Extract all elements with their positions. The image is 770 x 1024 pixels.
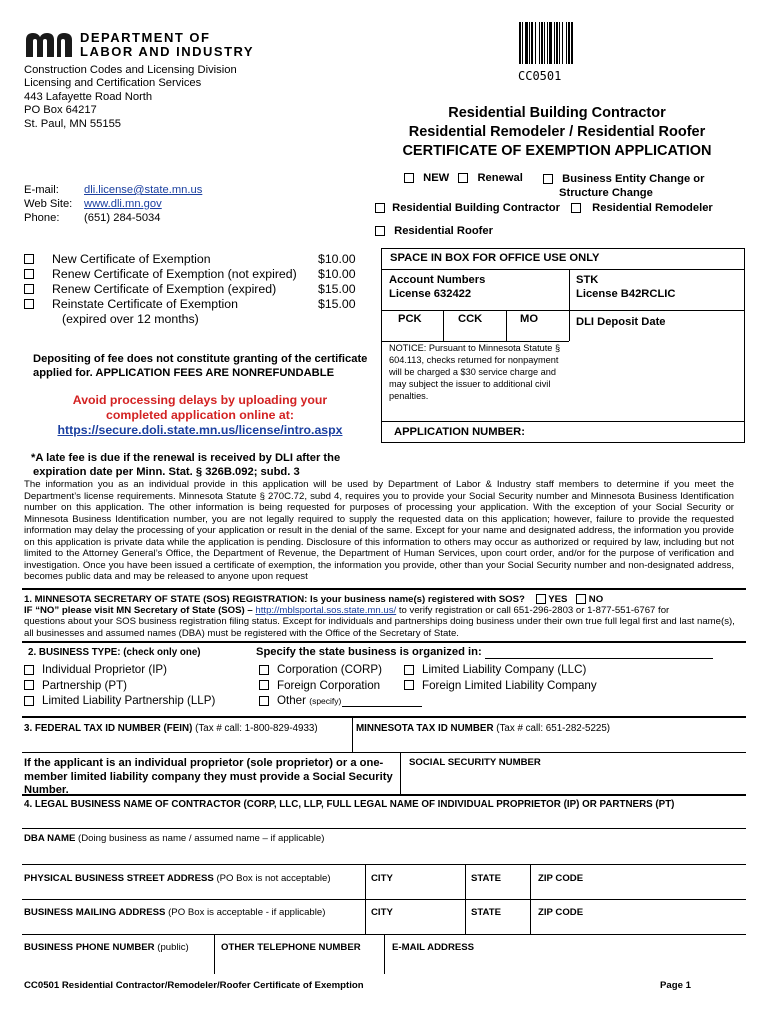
late-fee-note: [31, 451, 340, 479]
title-line: Residential Building Contractor: [448, 105, 666, 121]
mailing-address-field[interactable]: [24, 907, 325, 918]
form-code: CC0501: [518, 69, 562, 83]
app-type-row1: [404, 172, 523, 184]
physical-label: PHYSICAL BUSINESS STREET ADDRESS: [24, 873, 214, 884]
business-phone-note: (public): [157, 942, 189, 953]
account-numbers-label: [389, 273, 485, 301]
physical-zip-label[interactable]: ZIP CODE: [538, 873, 584, 884]
ssn-label[interactable]: SOCIAL SECURITY NUMBER: [409, 757, 541, 768]
page-title: [372, 104, 742, 161]
fee-amount: $15.00: [318, 297, 356, 311]
address-line: Construction Codes and Licensing Division: [24, 64, 237, 76]
address-line: 443 Lafayette Road North: [24, 90, 153, 103]
fee-note: (expired over 12 months): [62, 312, 199, 326]
barcode-bar: [529, 22, 530, 64]
barcode-bar: [549, 22, 552, 64]
fee-label: Reinstate Certificate of Exemption: [52, 297, 238, 311]
stk-value: License B42RCLIC: [576, 288, 676, 300]
online-line2: completed application online at:: [106, 408, 294, 422]
ip-label: Individual Proprietor (IP): [42, 663, 168, 676]
online-line1: Avoid processing delays by uploading your: [72, 393, 328, 407]
footer-form-title: CC0501 Residential Contractor/Remodeler/Roofer Certificate of Exemption: [24, 980, 364, 991]
remodeler-label: Residential Remodeler: [592, 202, 713, 214]
barcode-bar: [559, 22, 560, 64]
fee-option: [24, 282, 356, 297]
late-fee-line1: *A late fee is due if the renewal is received by DLI after the: [31, 452, 341, 464]
remodeler-checkbox[interactable]: [571, 203, 581, 213]
deposit-date-label: DLI Deposit Date: [576, 316, 666, 328]
deposit-note: Depositing of fee does not constitute granting of the certificate applied for. APPLICATION FEES ARE NONREFUNDABLE: [33, 353, 368, 379]
other-specify: (specify): [309, 696, 342, 706]
barcode: [519, 22, 589, 64]
business-phone-label: BUSINESS PHONE NUMBER: [24, 942, 155, 953]
business-type-col2: [259, 662, 382, 710]
stk-label: STK: [576, 274, 599, 286]
fein-label: 3. FEDERAL TAX ID NUMBER (FEIN): [24, 723, 193, 734]
new-label: NEW: [423, 172, 450, 184]
foreign-corp-checkbox[interactable]: [259, 680, 269, 690]
address-line: St. Paul, MN 55155: [24, 117, 122, 130]
entity-change-label-2: Structure Change: [559, 187, 653, 199]
barcode-bar: [562, 22, 563, 64]
llc-checkbox[interactable]: [404, 665, 414, 675]
sos-question: 1. MINNESOTA SECRETARY OF STATE (SOS) REGISTRATION: Is your business name(s) registered with SOS?: [24, 594, 525, 605]
mailing-note: (PO Box is acceptable - if applicable): [168, 907, 326, 918]
barcode-bar: [539, 22, 540, 64]
fee-option: [24, 267, 356, 282]
physical-address-field[interactable]: [24, 873, 331, 884]
office-use-header: SPACE IN BOX FOR OFFICE USE ONLY: [390, 252, 600, 264]
barcode-bar: [535, 22, 536, 64]
fee-checkbox[interactable]: [24, 269, 34, 279]
fee-option: [24, 252, 356, 267]
barcode-bar: [554, 22, 555, 64]
barcode-bar: [525, 22, 528, 64]
mailing-zip-label[interactable]: ZIP CODE: [538, 907, 584, 918]
fee-label: Renew Certificate of Exemption (not expired): [52, 267, 297, 281]
license-type-row: [375, 202, 713, 214]
application-number-label: APPLICATION NUMBER:: [394, 426, 525, 438]
roofer-option: [375, 225, 493, 237]
state-organized-label: Specify the state business is organized in:: [256, 646, 482, 658]
rbc-checkbox[interactable]: [375, 203, 385, 213]
dba-note: (Doing business as name / assumed name – if applicable): [78, 833, 325, 844]
mn-logo: [24, 31, 74, 57]
sos-rest: questions about your SOS business registration filing status. Except for individuals and partnerships doing business under their own true full legal first and last name(s), all businesses and assumed names (DBA) must be registered with the Office of the Secretary of State.: [24, 616, 735, 639]
physical-note: (PO Box is not acceptable): [216, 873, 331, 884]
barcode-bar: [522, 22, 523, 64]
barcode-bar: [519, 22, 521, 64]
barcode-bar: [541, 22, 543, 64]
corp-label: Corporation (CORP): [277, 663, 383, 676]
contact-block: [24, 183, 202, 225]
dba-field[interactable]: [24, 833, 324, 844]
title-line: CERTIFICATE OF EXEMPTION APPLICATION: [402, 143, 712, 159]
foreign-corp-label: Foreign Corporation: [277, 678, 381, 692]
other-label: Other: [277, 694, 306, 707]
stk-block: [576, 273, 675, 301]
online-url-link[interactable]: https://secure.doli.state.mn.us/license/intro.aspx: [57, 423, 343, 437]
sos-yes-label: YES: [548, 594, 568, 605]
entity-change-option: [543, 172, 704, 200]
website-link[interactable]: www.dli.mn.gov: [84, 198, 162, 210]
fee-label: New Certificate of Exemption: [52, 252, 211, 266]
email-label: E-mail:: [24, 184, 59, 196]
rbc-label: Residential Building Contractor: [392, 202, 560, 214]
barcode-bar: [544, 22, 545, 64]
llp-label: Limited Liability Partnership (LLP): [42, 694, 216, 707]
sos-if-no: IF “NO” please visit MN Secretary of State (SOS) –: [24, 605, 253, 617]
fein-field[interactable]: [24, 723, 318, 734]
entity-change-label: Business Entity Change or: [562, 173, 705, 185]
sos-yes-checkbox[interactable]: [536, 594, 546, 604]
logo-text-labor: LABOR AND INDUSTRY: [80, 44, 255, 59]
mailing-state-label[interactable]: STATE: [471, 907, 502, 918]
mn-tax-note: (Tax # call: 651-282-5225): [496, 723, 611, 734]
ip-checkbox[interactable]: [24, 665, 34, 675]
mailing-city-label[interactable]: CITY: [371, 907, 393, 918]
fee-amount: $10.00: [318, 252, 356, 266]
llc-label: Limited Liability Company (LLC): [422, 663, 587, 676]
foreign-llc-checkbox[interactable]: [404, 680, 414, 690]
dba-label: DBA NAME: [24, 833, 76, 844]
physical-state-label[interactable]: STATE: [471, 873, 502, 884]
late-fee-line2: expiration date per Minn. Stat. § 326B.092; subd. 3: [33, 466, 300, 478]
address-line: Licensing and Certification Services: [24, 77, 202, 90]
sos-no-label: NO: [588, 594, 604, 605]
email-address-label[interactable]: E-MAIL ADDRESS: [392, 942, 475, 953]
entity-change-checkbox[interactable]: [543, 174, 553, 184]
agency-address: [24, 64, 237, 131]
sos-if-no-post: to verify registration or call 651-296-2803 or 1-877-551-6767 for: [398, 605, 670, 617]
mn-tax-field[interactable]: [356, 723, 610, 734]
barcode-bar: [568, 22, 570, 64]
llp-checkbox[interactable]: [24, 696, 34, 706]
acct-label: Account Numbers: [389, 274, 486, 286]
phone-value: (651) 284-5034: [84, 212, 161, 224]
title-line: Residential Remodeler / Residential Roofer: [408, 124, 706, 140]
roofer-label: Residential Roofer: [394, 225, 493, 237]
business-phone-field[interactable]: [24, 942, 189, 953]
privacy-notice: The information you as an individual provide in this application will be used by Department of Labor & Industry staff members to determine if you meet the Department’s license requirements. Minnesota Statute § 270C.72, subd 4, requires you to provide your Social Security number and Minnesota Business Identification number on this application. The other information is being requested for purposes of processing your application. With the exception of your Social Security or Minnesota Business Identification number, you are not legally required to supply the requested data on this application; however, failure to provide the requested information may delay the processing of your application or result in the denial of the same. Except for your name and designated address, the information you provide on this application is private data while the application is pending. Disclosure of this information to others may occur as authorized or required by law, including but not limited to the Attorney General’s Office, the Department of Revenue, the Department of Human Services, upon court order, and/or for the purpose of verification and investigation. Once you have been issued a certificate of exemption, the information you provide, other than your Social Security number and non-designated address, becomes public data and may be released to anyone upon request: [24, 479, 734, 582]
fee-amount: $10.00: [318, 267, 356, 281]
business-type-label: 2. BUSINESS TYPE: (check only one): [28, 647, 201, 658]
fee-options: [24, 252, 356, 327]
physical-city-label[interactable]: CITY: [371, 873, 393, 884]
notice-text: NOTICE: Pursuant to Minnesota Statute § 604.113, checks returned for nonpayment will be charged a $30 service charge and may subject the issuer to additional civil penalties.: [389, 343, 561, 401]
pck-label: PCK: [398, 313, 422, 325]
sos-no-checkbox[interactable]: [576, 594, 586, 604]
other-checkbox[interactable]: [259, 696, 269, 706]
fee-checkbox[interactable]: [24, 299, 34, 309]
phone-label: Phone:: [24, 212, 60, 224]
website-label: Web Site:: [24, 198, 73, 210]
roofer-checkbox[interactable]: [375, 226, 385, 236]
mn-tax-label: MINNESOTA TAX ID NUMBER: [356, 723, 494, 734]
fee-checkbox[interactable]: [24, 254, 34, 264]
foreign-llc-label: Foreign Limited Liability Company: [422, 678, 597, 692]
renewal-label: Renewal: [477, 172, 523, 184]
logo-text-dept: DEPARTMENT OF: [80, 30, 211, 45]
barcode-bar: [531, 22, 533, 64]
pt-label: Partnership (PT): [42, 678, 128, 692]
other-phone-label[interactable]: OTHER TELEPHONE NUMBER: [221, 942, 361, 953]
online-note: [30, 393, 370, 438]
fein-note: (Tax # call: 1-800-829-4933): [195, 723, 318, 734]
fee-checkbox[interactable]: [24, 284, 34, 294]
fee-label: Renew Certificate of Exemption (expired): [52, 282, 277, 296]
business-type-col3: [404, 662, 597, 693]
cck-label: CCK: [458, 313, 483, 325]
barcode-bar: [556, 22, 558, 64]
acct-value: License 632422: [389, 288, 472, 300]
page-number: Page 1: [660, 980, 691, 991]
email-link[interactable]: dli.license@state.mn.us: [84, 184, 203, 196]
sos-section: [24, 594, 738, 639]
new-checkbox[interactable]: [404, 173, 414, 183]
address-line: PO Box 64217: [24, 104, 97, 117]
mo-label: MO: [520, 313, 539, 325]
fee-amount: $15.00: [318, 282, 356, 296]
barcode-bar: [547, 22, 548, 64]
business-type-col1: [24, 662, 215, 709]
corp-checkbox[interactable]: [259, 665, 269, 675]
barcode-bar: [571, 22, 573, 64]
sos-portal-link[interactable]: http://mblsportal.sos.state.mn.us/: [255, 605, 397, 617]
legal-name-label[interactable]: 4. LEGAL BUSINESS NAME OF CONTRACTOR (CORP, LLC, LLP, FULL LEGAL NAME OF INDIVIDUAL PROPRIETOR (IP) OR PARTNERS (PT): [24, 799, 675, 810]
barcode-bar: [566, 22, 567, 64]
pt-checkbox[interactable]: [24, 680, 34, 690]
mailing-label: BUSINESS MAILING ADDRESS: [24, 907, 166, 918]
ssn-note: If the applicant is an individual proprietor (sole proprietor) or a one-member limited liability company they must provide a Social Security Number.: [24, 757, 393, 796]
fee-option: [24, 297, 356, 312]
renewal-checkbox[interactable]: [458, 173, 468, 183]
